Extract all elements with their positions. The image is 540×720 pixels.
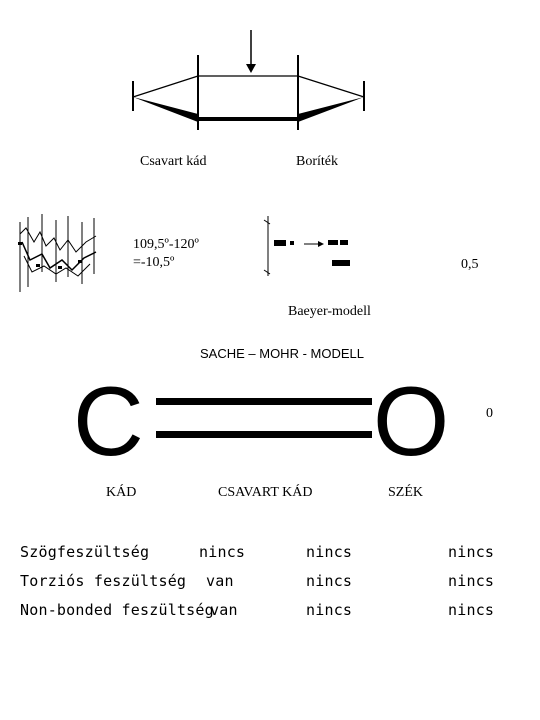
angle-range-text: 109,5º-120º — [133, 237, 199, 252]
carbon-atom: C — [73, 366, 144, 476]
side-value: 0,5 — [461, 257, 479, 272]
cell-boat: van — [210, 601, 238, 619]
oxygen-atom: O — [373, 366, 450, 476]
twist-boat-conformation-label: CSAVART KÁD — [218, 485, 313, 500]
baeyer-reaction-image — [260, 212, 370, 282]
bottom-left-wedge — [133, 97, 198, 122]
row-label: Non-bonded feszültség — [20, 601, 214, 619]
double-bond — [156, 398, 376, 438]
cell-boat: nincs — [199, 543, 246, 561]
baeyer-model-label: Baeyer-modell — [288, 304, 371, 319]
bottom-right-wedge — [298, 97, 364, 122]
twist-boat-label: Csavart kád — [140, 154, 207, 169]
cell-chair: nincs — [448, 572, 495, 590]
arrow-head — [246, 64, 256, 73]
chair-conformation-label: SZÉK — [388, 485, 423, 500]
top-right-edge — [298, 76, 364, 97]
double-bond-lower-line — [156, 431, 372, 438]
boat-conformation-label: KÁD — [106, 485, 137, 500]
cell-chair: nincs — [448, 601, 495, 619]
cell-twist-boat: nincs — [306, 601, 353, 619]
row-label: Szögfeszültség — [20, 543, 150, 561]
molecule-side-value: 0 — [486, 406, 493, 421]
cyclohexane-conformer-image — [16, 212, 106, 302]
cell-twist-boat: nincs — [306, 543, 353, 561]
cell-twist-boat: nincs — [306, 572, 353, 590]
double-bond-upper-line — [156, 398, 372, 405]
envelope-label: Boríték — [296, 154, 338, 169]
sache-mohr-model-label: SACHE – MOHR - MODELL — [200, 346, 364, 361]
cell-chair: nincs — [448, 543, 495, 561]
angle-difference-text: =-10,5º — [133, 255, 175, 270]
row-label: Torziós feszültség — [20, 572, 187, 590]
top-left-edge — [133, 76, 198, 97]
cell-boat: van — [206, 572, 234, 590]
